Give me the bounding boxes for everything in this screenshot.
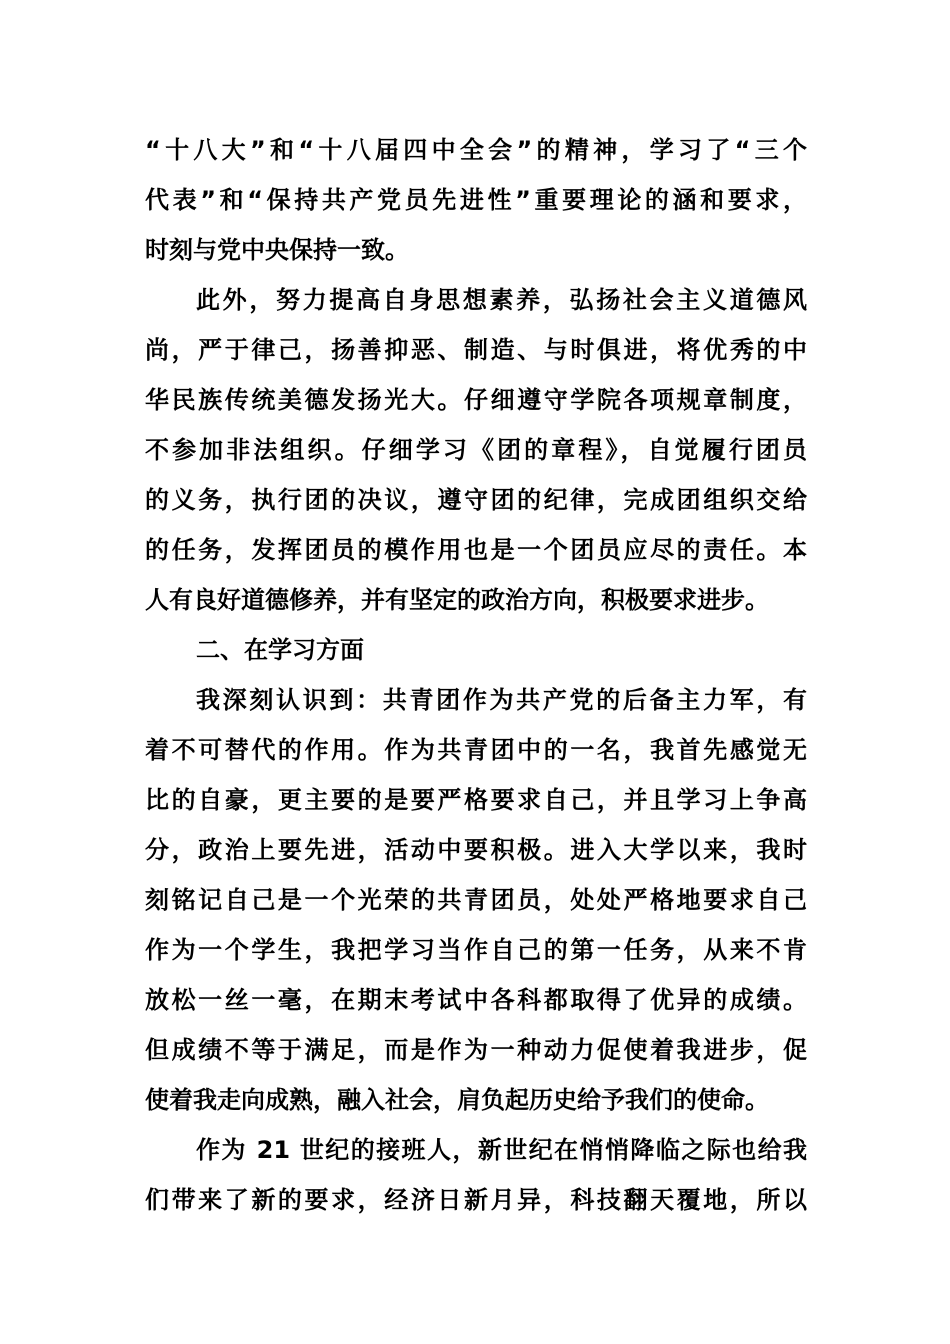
text-line: 的任务，发挥团员的模作用也是一个团员应尽的责任。本 — [145, 536, 807, 564]
text-line: 分，政治上要先进，活动中要积极。进入大学以来，我时 — [145, 836, 807, 864]
text-line: 刻铭记自己是一个光荣的共青团员，处处严格地要求自己 — [145, 886, 807, 914]
section-heading: 二、在学习方面 — [196, 636, 364, 664]
text-line: 华民族传统美德发扬光大。仔细遵守学院各项规章制度， — [145, 386, 807, 414]
text-line: 但成绩不等于满足，而是作为一种动力促使着我进步，促 — [145, 1036, 807, 1064]
text-line: 时刻与党中央保持一致。 — [145, 236, 409, 264]
text-line: “十八大”和“十八届四中全会”的精神，学习了“三个 — [145, 136, 807, 164]
text-line: 人有良好道德修养，并有坚定的政治方向，积极要求进步。 — [145, 586, 769, 614]
text-line: 着不可替代的作用。作为共青团中的一名，我首先感觉无 — [145, 736, 807, 764]
text-line: 代表”和“保持共产党员先进性”重要理论的涵和要求， — [145, 186, 807, 214]
text-line: 比的自豪，更主要的是要严格要求自己，并且学习上争高 — [145, 786, 807, 814]
paragraph-start-line: 我深刻认识到：共青团作为共产党的后备主力军，有 — [196, 686, 807, 714]
text-line: 们带来了新的要求，经济日新月异，科技翻天覆地，所以 — [145, 1186, 807, 1214]
text-line: 作为一个学生，我把学习当作自己的第一任务，从来不肯 — [145, 936, 807, 964]
text-line: 的义务，执行团的决议，遵守团的纪律，完成团组织交给 — [145, 486, 807, 514]
text-line: 不参加非法组织。仔细学习《团的章程》，自觉履行团员 — [145, 436, 807, 464]
text-line: 使着我走向成熟，融入社会，肩负起历史给予我们的使命。 — [145, 1086, 769, 1114]
paragraph-start-line: 作为 21 世纪的接班人，新世纪在悄悄降临之际也给我 — [196, 1136, 807, 1164]
text-line: 尚，严于律己，扬善抑恶、制造、与时俱进，将优秀的中 — [145, 336, 807, 364]
paragraph-start-line: 此外，努力提高自身思想素养，弘扬社会主义道德风 — [196, 286, 807, 314]
text-line: 放松一丝一毫，在期末考试中各科都取得了优异的成绩。 — [145, 986, 807, 1014]
